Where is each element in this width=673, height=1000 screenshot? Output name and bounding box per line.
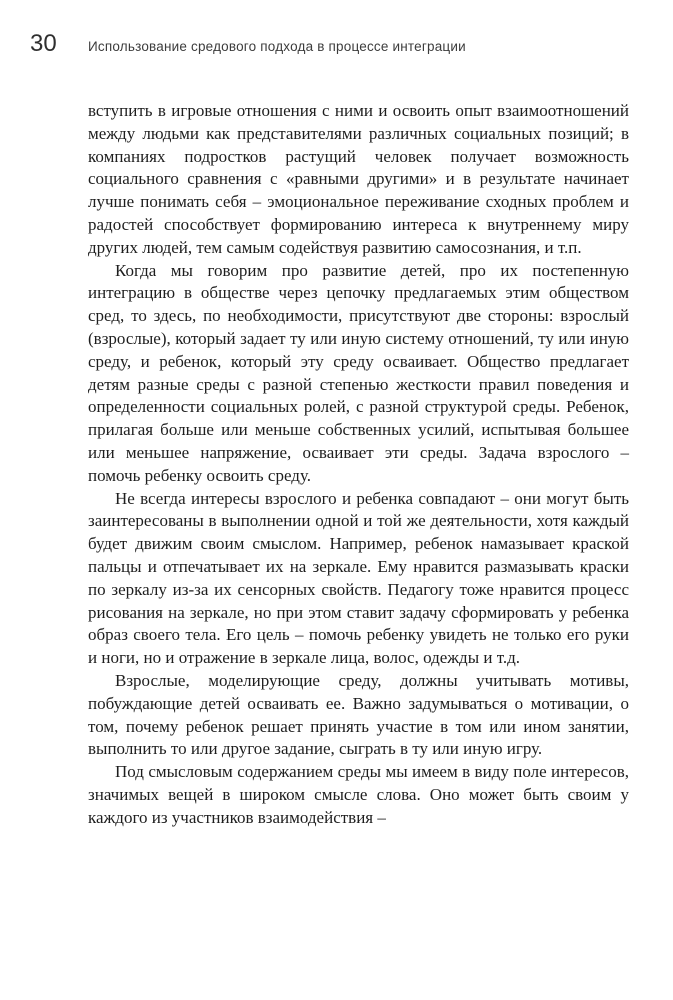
paragraph: Когда мы говорим про развитие детей, про их постепенную интеграцию в обществе через цепочку предлагаемых этим обществом сред, то здесь, по необходимости, присутствуют две стороны: взрослый (взрослые), который задает ту или иную систему отношений, ту или иную среду, и ребенок, который эту среду осваивает. Общество предлагает детям разные среды с разной степенью жесткости правил поведения и определенности социальных ролей, с разной структурой среды. Ребенок, прилагая больше или меньше собственных усилий, испытывая большее или меньшее напряжение, осваивает эти среды. Задача взрослого – помочь ребенку освоить среду. [88, 260, 629, 485]
page-number: 30 [30, 30, 57, 57]
paragraph: Взрослые, моделирующие среду, должны учитывать мотивы, побуждающие детей осваивать ее. Важно задумываться о мотивации, о том, почему ребенок решает принять участие в том или ином занятии, выполнить то или другое задание, сыграть в ту или иную игру. [88, 670, 629, 759]
running-header [30, 30, 629, 58]
page-body [88, 100, 629, 830]
paragraph: Не всегда интересы взрослого и ребенка совпадают – они могут быть заинтересованы в выполнении одной и той же деятельности, хотя каждый будет движим своим смыслом. Например, ребенок намазывает краской пальцы и отпечатывает их на зеркале. Ему нравится размазывать краски по зеркалу из-за их сенсорных свойств. Педагогу тоже нравится процесс рисования на зеркале, но при этом ставит задачу сформировать у ребенка образ своего тела. Его цель – помочь ребенку увидеть не только его руки и ноги, но и отражение в зеркале лица, волос, одежды и т.д. [88, 488, 629, 668]
paragraph: вступить в игровые отношения с ними и освоить опыт взаимоотношений между людьми как представителями различных социальных позиций; в компаниях подростков растущий человек получает возможность социального сравнения с «равными другими» и в результате начинает лучше понимать себя – эмоциональное переживание сходных проблем и радостей способствует формированию интереса к внутреннему миру других людей, тем самым содействуя развитию самосознания, и т.п. [88, 101, 629, 257]
paragraph: Под смысловым содержанием среды мы имеем в виду поле интересов, значимых вещей в широком смысле слова. Оно может быть своим у каждого из участников взаимодействия – [88, 762, 629, 827]
running-header-title: Использование средового подхода в процессе интеграции [88, 39, 466, 54]
